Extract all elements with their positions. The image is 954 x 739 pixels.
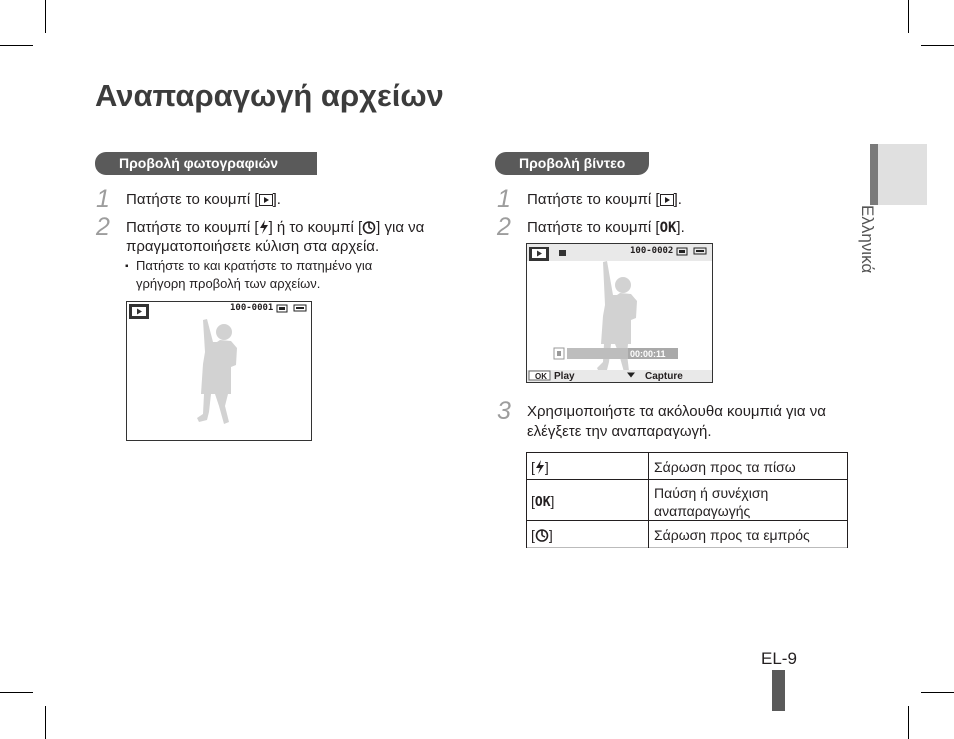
- crop-mark: [908, 706, 909, 739]
- playback-time: 00:00:11: [630, 349, 666, 359]
- step-text-line2: πραγματοποιήσετε κύλιση στα αρχεία.: [126, 238, 380, 255]
- table-cell-line2: αναπαραγωγής: [654, 503, 751, 519]
- step-text: Πατήστε το κουμπί [ ].: [126, 191, 281, 208]
- step-number: 1: [497, 185, 511, 213]
- video-screen-graphic: [527, 244, 712, 382]
- video-playback-screen: [526, 243, 713, 383]
- step-number: 2: [497, 213, 511, 241]
- crop-mark: [0, 45, 33, 46]
- section-label: Προβολή φωτογραφιών: [119, 155, 279, 171]
- section-label: Προβολή βίντεο: [519, 155, 626, 171]
- step-text: Πατήστε το κουμπί [ ] ή το κουμπί [ ] για να: [126, 219, 425, 236]
- flash-icon: [535, 460, 545, 474]
- person-silhouette: [197, 319, 237, 424]
- memory-icon: [277, 305, 287, 312]
- crop-mark: [921, 692, 954, 693]
- table-cell: Σάρωση προς τα εμπρός: [654, 527, 810, 543]
- capture-label: Capture: [645, 371, 683, 382]
- step-number: 3: [497, 397, 511, 425]
- bullet-marker: ▪: [125, 261, 129, 272]
- step-number: 1: [96, 185, 110, 213]
- crop-mark: [45, 0, 46, 33]
- crop-mark: [921, 45, 954, 46]
- side-tab-label: Ελληνικά: [858, 205, 877, 274]
- play-icon: [259, 194, 273, 206]
- crop-mark: [45, 706, 46, 739]
- crop-mark: [908, 0, 909, 33]
- bullet-text: Πατήστε το και κρατήστε το πατημένο για: [136, 258, 373, 273]
- timer-icon: [362, 220, 376, 234]
- play-icon: [660, 194, 674, 206]
- ok-icon: OK: [534, 495, 551, 510]
- bullet-text-line2: γρήγορη προβολή των αρχείων.: [136, 276, 321, 291]
- table-cell: Παύση ή συνέχιση: [654, 485, 769, 501]
- table-row: [ ]: [531, 527, 553, 543]
- photo-playback-screen: [126, 301, 312, 441]
- step-text: Πατήστε το κουμπί [OK].: [527, 219, 685, 236]
- step-text: Πατήστε το κουμπί [ ].: [527, 191, 682, 208]
- flash-icon: [259, 220, 269, 234]
- ok-key-label: OK: [535, 372, 547, 381]
- page-number-bar: [772, 670, 785, 711]
- page-number: EL-9: [761, 649, 797, 668]
- side-tab-bar: [870, 144, 878, 205]
- section-header-video: [495, 152, 649, 175]
- photo-screen-graphic: [127, 302, 311, 440]
- ok-icon: OK: [659, 220, 677, 236]
- table-cell: Σάρωση προς τα πίσω: [654, 459, 796, 475]
- side-tab: [878, 144, 927, 205]
- section-header-photos: [95, 152, 317, 175]
- file-number: 100-0002: [630, 246, 674, 256]
- timer-icon: [535, 528, 549, 542]
- step-number: 2: [96, 213, 110, 241]
- page-title: Αναπαραγωγή αρχείων: [95, 78, 444, 113]
- table-row: [ ]: [531, 459, 549, 475]
- file-number: 100-0001: [230, 303, 274, 313]
- play-label: Play: [554, 371, 575, 382]
- step-text-line2: ελέγξετε την αναπαραγωγή.: [527, 423, 712, 440]
- controls-table: [526, 452, 848, 548]
- table-row: [OK]: [531, 493, 555, 510]
- video-icon: [559, 250, 566, 256]
- crop-mark: [0, 692, 33, 693]
- step-text: Χρησιμοποιήστε τα ακόλουθα κουμπιά για να: [527, 403, 826, 420]
- battery-icon: [294, 305, 306, 311]
